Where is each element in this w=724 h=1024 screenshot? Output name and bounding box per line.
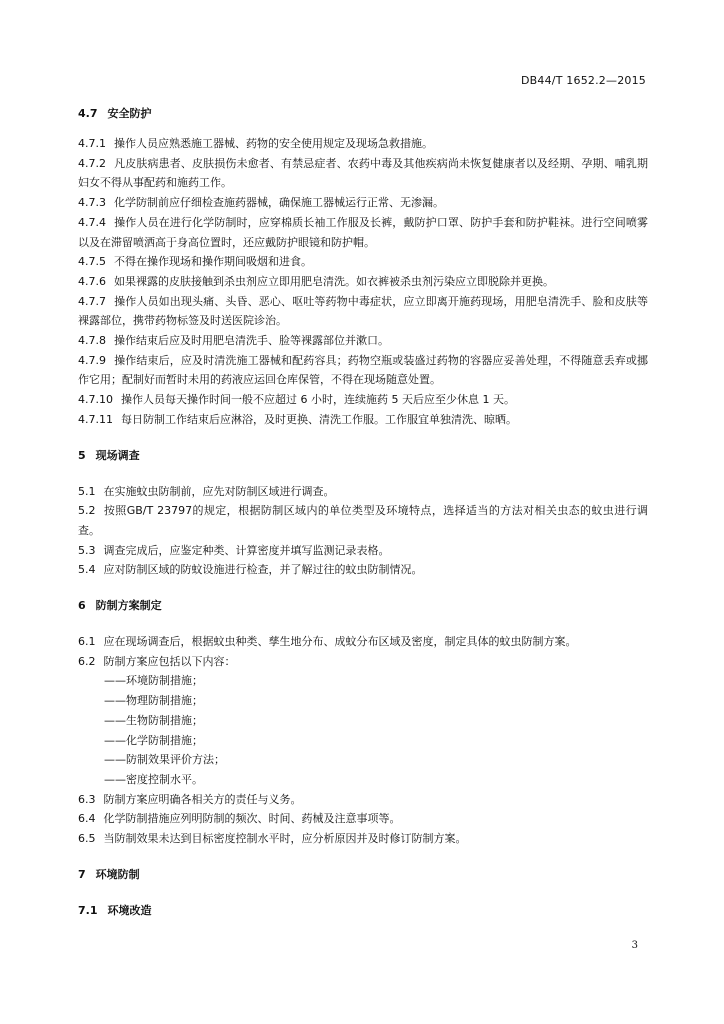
clause-number: 4.7.3 [78,196,106,210]
section-heading-7 [78,865,648,885]
clause-4-7-11 [78,410,648,430]
clause-number: 5.3 [78,543,96,557]
clause-number: 6.1 [78,635,96,649]
clause-number: 4.7.8 [78,334,106,348]
clause-4-7-6 [78,272,648,292]
clause-text: 操作人员每天操作时间一般不应超过 6 小时，连续施药 5 天后应至少休息 1 天。 [121,393,515,407]
clause-number: 4.7.5 [78,255,106,269]
clause-text: 防制方案应明确各相关方的责任与义务。 [103,792,302,806]
heading-number: 6 [78,599,86,613]
heading-number: 5 [78,448,86,462]
clause-text: 操作结束后，应及时清洗施工器械和配药容具；药物空瓶或装盛过药物的容器应妥善处理，不得随意丢弃或挪作它用；配制好而暂时未用的药液应运回仓库保管，不得在现场随意处置。 [78,353,648,387]
heading-title: 现场调查 [95,448,140,462]
clause-number: 5.4 [78,563,96,577]
clause-number: 5.1 [78,484,96,498]
clause-4-7-4 [78,213,648,252]
clause-number: 4.7.7 [78,294,106,308]
dash-item: ——物理防制措施； [104,694,203,708]
clause-4-7-8 [78,331,648,351]
clause-5-1 [78,482,648,502]
heading-title: 防制方案制定 [95,599,162,613]
clause-text: 调查完成后，应鉴定种类、计算密度并填写监测记录表格。 [103,543,390,557]
clause-4-7-2 [78,154,648,193]
clause-text: 按照GB/T 23797的规定，根据防制区域内的单位类型及环境特点，选择适当的方法对相关虫态的蚊虫进行调查。 [78,504,648,537]
document-body [78,104,648,921]
heading-title: 环境改造 [107,903,152,917]
clause-number: 4.7.6 [78,274,106,288]
dash-item: ——化学防制措施； [104,733,203,747]
clause-text: 不得在操作现场和操作期间吸烟和进食。 [114,255,312,269]
clause-number: 4.7.10 [78,393,113,407]
clause-6-2 [78,652,648,672]
clause-4-7-1 [78,134,648,154]
clause-number: 6.2 [78,654,96,668]
clause-number: 5.2 [78,504,96,518]
clause-5-4 [78,560,648,580]
clause-text: 操作人员应熟悉施工器械、药物的安全使用规定及现场急救措施。 [114,137,433,150]
clause-text: 化学防制措施应列明防制的频次、时间、药械及注意事项等。 [103,812,401,826]
clause-number: 4.7.9 [78,353,106,367]
section-heading-4-7 [78,104,648,124]
standard-code: DB44/T 1652.2—2015 [520,74,646,87]
clause-6-3 [78,790,648,810]
clause-number: 4.7.4 [78,215,106,229]
clause-text: 应在现场调查后，根据蚊虫种类、孳生地分布、成蚊分布区域及密度，制定具体的蚊虫防制方案。 [103,635,577,649]
clause-number: 6.4 [78,812,96,826]
clause-6-4 [78,809,648,829]
heading-number: 4.7 [78,107,98,120]
clause-5-2 [78,501,648,540]
clause-4-7-7 [78,292,648,331]
dash-item: ——环境防制措施； [104,674,203,688]
dash-item: ——密度控制水平。 [104,772,203,786]
subsection-heading-7-1 [78,901,648,921]
clause-text: 当防制效果未达到目标密度控制水平时，应分析原因并及时修订防制方案。 [103,832,467,846]
heading-title: 安全防护 [107,107,152,120]
dash-item: ——防制效果评价方法； [104,753,225,767]
clause-text: 操作人员如出现头痛、头昏、恶心、呕吐等药物中毒症状，应立即离开施药现场，用肥皂清洗手、脸和皮肤等裸露部位，携带药物标签及时送医院诊治。 [78,294,648,328]
clause-5-3 [78,541,648,561]
clause-text: 凡皮肤病患者、皮肤损伤未愈者、有禁忌症者、农药中毒及其他疾病尚未恢复健康者以及经期、孕期、哺乳期妇女不得从事配药和施药工作。 [78,156,648,190]
clause-text: 如果裸露的皮肤接触到杀虫剂应立即用肥皂清洗。如衣裤被杀虫剂污染应立即脱除并更换。 [114,274,554,288]
clause-text: 防制方案应包括以下内容： [103,654,236,668]
heading-title: 环境防制 [95,867,140,881]
clause-6-1 [78,632,648,652]
clause-number: 4.7.11 [78,412,113,426]
clause-text: 每日防制工作结束后应淋浴，及时更换、清洗工作服。工作服宜单独清洗、晾晒。 [121,412,517,426]
clause-text: 操作结束后应及时用肥皂清洗手、脸等裸露部位并漱口。 [114,334,389,348]
clause-number: 4.7.1 [78,137,106,150]
section-heading-6 [78,596,648,616]
page-number: 3 [631,940,638,951]
clause-number: 6.3 [78,792,96,806]
dash-item: ——生物防制措施； [104,713,203,727]
heading-number: 7.1 [78,903,98,917]
clause-4-7-10 [78,390,648,410]
clause-text: 化学防制前应仔细检查施药器械，确保施工器械运行正常、无渗漏。 [114,196,444,210]
clause-text: 在实施蚊虫防制前，应先对防制区域进行调查。 [103,484,335,498]
clause-number: 4.7.2 [78,156,106,170]
clause-text: 操作人员在进行化学防制时，应穿棉质长袖工作服及长裤，戴防护口罩、防护手套和防护鞋袜。进行空间喷雾以及在滞留喷洒高于身高位置时，还应戴防护眼镜和防护帽。 [78,215,648,249]
section-heading-5 [78,446,648,466]
clause-4-7-9 [78,351,648,390]
clause-4-7-5 [78,252,648,272]
clause-text: 应对防制区域的防蚊设施进行检查，并了解过往的蚊虫防制情况。 [103,563,423,577]
heading-number: 7 [78,867,86,881]
clause-number: 6.5 [78,832,96,846]
clause-6-5 [78,829,648,849]
clause-4-7-3 [78,193,648,213]
